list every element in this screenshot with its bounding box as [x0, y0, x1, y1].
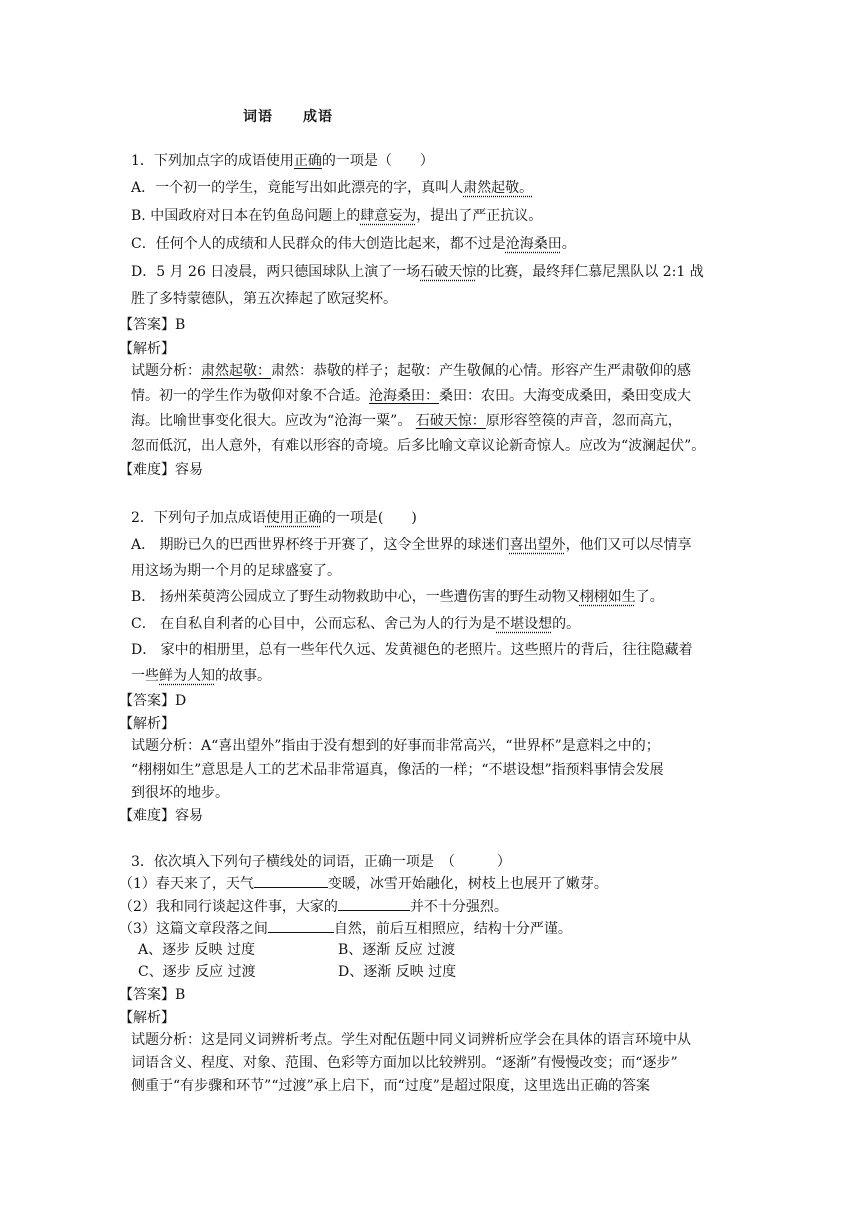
- q2-analysis-line3: 到很坏的地步。: [131, 785, 229, 801]
- q3-sentence-1: （1）春天来了，天气 变暖，冰雪开始融化，树枝上也展开了嫩芽。: [119, 873, 608, 894]
- q3-analysis-label: 【解析】: [119, 1010, 175, 1026]
- q1-option-d-line1: D．5 月 26 日凌晨，两只德国球队上演了一场石破天惊的比赛，最终拜仁慕尼黑队以 2:1 战: [131, 264, 704, 280]
- q1-option-d-line2: 胜了多特蒙德队，第五次捧起了欧冠奖杯。: [131, 291, 397, 307]
- q2-analysis-line1: 试题分析：A“喜出望外”指由于没有想到的好事而非常高兴，“世界杯”是意料之中的；: [131, 738, 660, 754]
- q2-option-a-line1: A． 期盼已久的巴西世界杯终于开赛了，这令全世界的球迷们喜出望外，他们又可以尽情享: [131, 537, 692, 553]
- q3-analysis-line1: 试题分析：这是同义词辨析考点。学生对配伍题中同义词辨析应学会在具体的语言环境中从: [131, 1032, 691, 1048]
- blank-1: [254, 873, 328, 888]
- q2-stem: 2．下列句子加点成语使用正确的一项是( ): [131, 510, 417, 526]
- q1-analysis-label: 【解析】: [119, 341, 175, 357]
- q2-difficulty: 【难度】容易: [119, 808, 203, 824]
- q3-analysis-line3: 侧重于“有步骤和环节”“过渡”承上启下，而“过度”是超过限度，这里选出正确的答案: [131, 1078, 650, 1094]
- q1-analysis-line3: 海。比喻世事变化很大。应改为“沧海一粟”。 石破天惊：原形容箜篌的声音，忽而高亢，: [131, 413, 682, 429]
- q1-option-c: C．任何个人的成绩和人民群众的伟大创造比起来，都不过是沧海桑田。: [131, 236, 576, 252]
- blank-2: [338, 896, 410, 911]
- q3-sentence-3: （3）这篇文章段落之间 自然，前后互相照应，结构十分严谨。: [119, 918, 572, 939]
- blank-3: [268, 918, 334, 933]
- q1-option-b: B. 中国政府对日本在钓鱼岛问题上的肆意妄为，提出了严正抗议。: [131, 208, 543, 224]
- q3-stem: 3．依次填入下列句子横线处的词语，正确一项是 （ ）: [131, 854, 511, 870]
- q1-analysis-line4: 忽而低沉，出人意外，有难以形容的奇境。后多比喻文章议论新奇惊人。应改为“波澜起伏”。: [131, 438, 706, 454]
- title-left: 词语: [243, 109, 273, 125]
- q3-answer: 【答案】B: [119, 987, 186, 1003]
- q3-options-row2: C、逐步 反应 过渡 D、逐渐 反映 过度: [138, 964, 457, 980]
- q3-sentence-2: （2）我和同行谈起这件事，大家的 并不十分强烈。: [119, 896, 508, 917]
- q2-option-b: B． 扬州茱萸湾公园成立了野生动物救助中心，一些遭伤害的野生动物又栩栩如生了。: [131, 589, 664, 605]
- q1-analysis-line1: 试题分析：肃然起敬：肃然：恭敬的样子；起敬：产生敬佩的心情。形容产生严肃敬仰的感: [131, 363, 691, 379]
- q2-answer: 【答案】D: [119, 693, 187, 709]
- q3-options-row1: A、逐步 反映 过度 B、逐渐 反应 过渡: [138, 942, 456, 958]
- q1-option-a: A．一个初一的学生，竟能写出如此漂亮的字，真叫人肃然起敬。: [131, 180, 534, 196]
- q1-stem: 1．下列加点字的成语使用正确的一项是（ ）: [131, 153, 434, 169]
- q2-option-c: C． 在自私自利者的心目中，公而忘私、舍己为人的行为是不堪设想的。: [131, 616, 581, 632]
- q2-option-a-line2: 用这场为期一个月的足球盛宴了。: [131, 563, 341, 579]
- title-right: 成语: [303, 109, 333, 125]
- page-title: [243, 106, 333, 126]
- q2-option-d-line1: D． 家中的相册里，总有一些年代久远、发黄褪色的老照片。这些照片的背后，往往隐藏着: [131, 642, 693, 658]
- q1-analysis-line2: 情。初一的学生作为敬仰对象不合适。沧海桑田：桑田：农田。大海变成桑田，桑田变成大: [131, 388, 691, 404]
- q3-analysis-line2: 词语含义、程度、对象、范围、色彩等方面加以比较辨别。“逐渐”有慢慢改变；而“逐步”: [131, 1055, 678, 1071]
- q2-option-d-line2: 一些鲜为人知的故事。: [131, 668, 271, 684]
- q2-analysis-line2: “栩栩如生”意思是人工的艺术品非常逼真，像活的一样；“不堪设想”指预料事情会发展: [131, 762, 664, 778]
- q2-analysis-label: 【解析】: [119, 716, 175, 732]
- q1-answer: 【答案】B: [119, 317, 186, 333]
- q1-difficulty: 【难度】容易: [119, 462, 203, 478]
